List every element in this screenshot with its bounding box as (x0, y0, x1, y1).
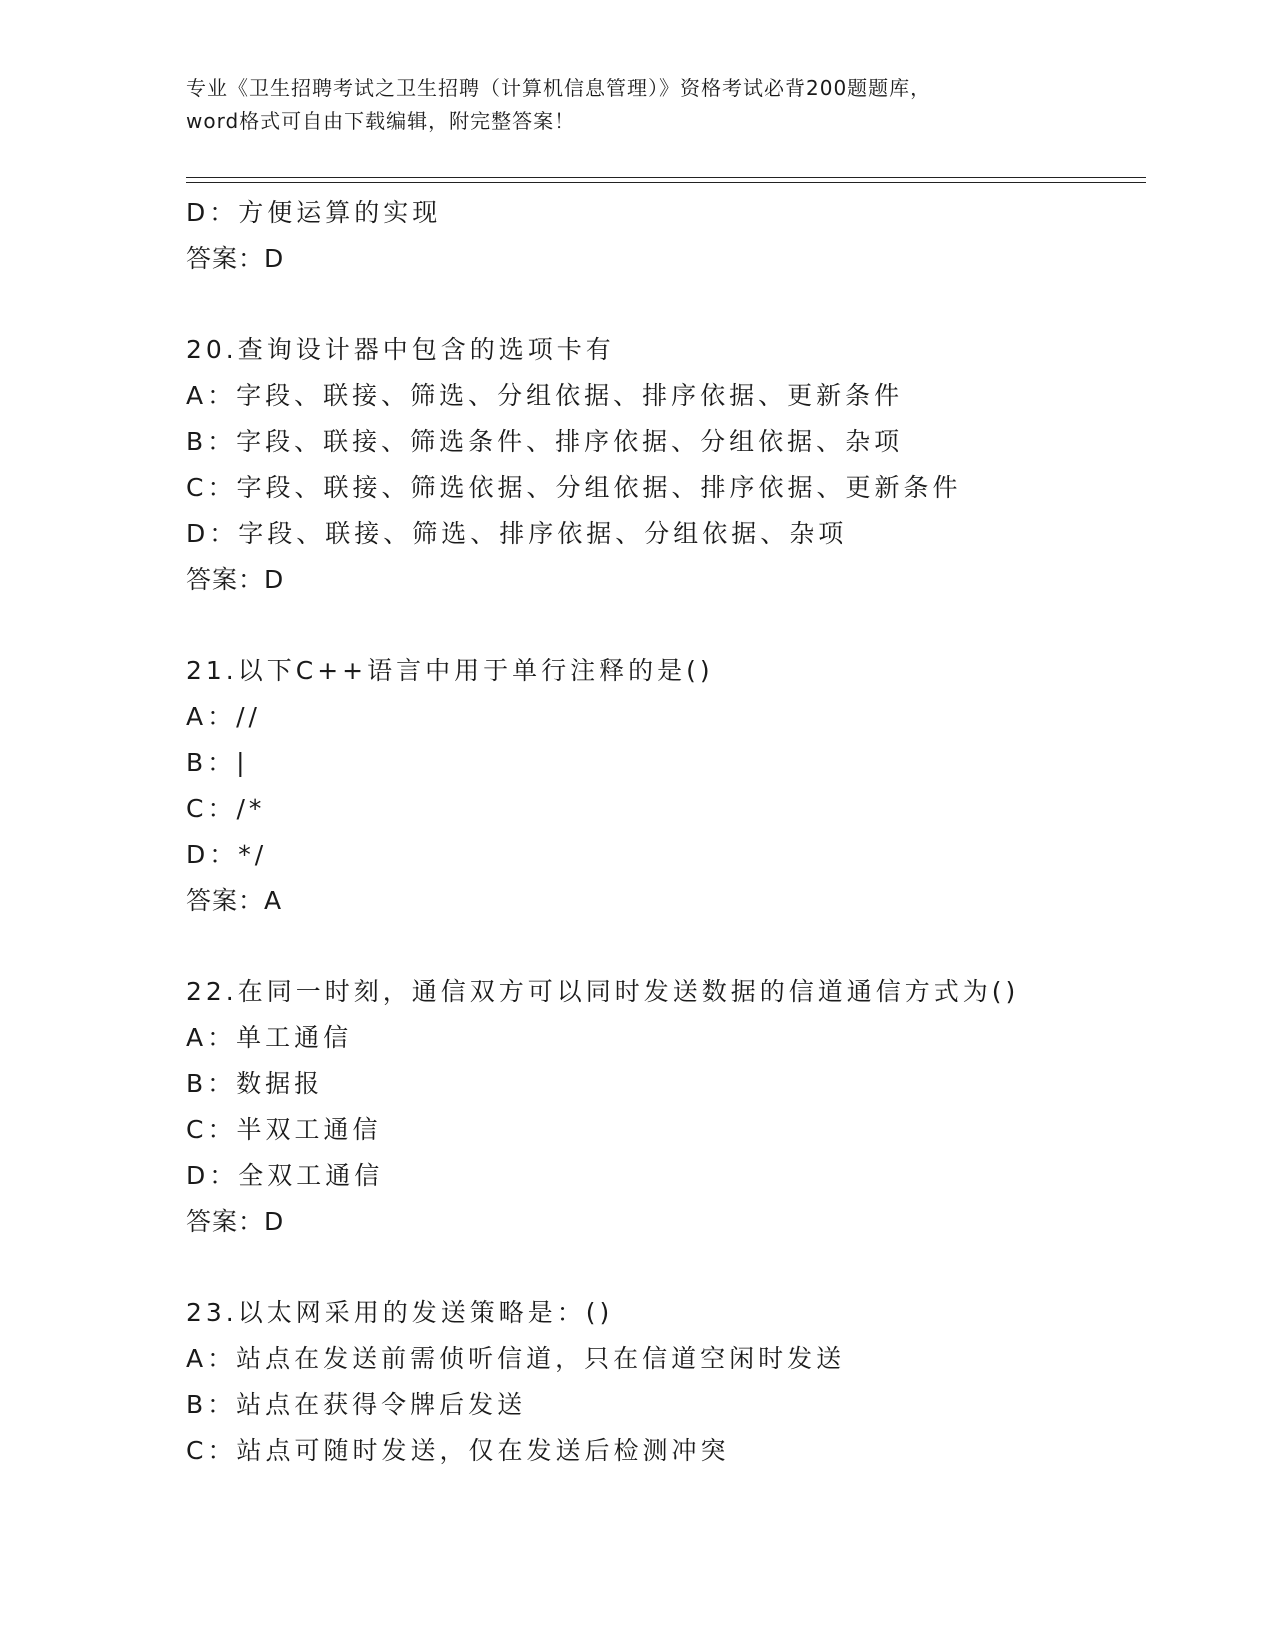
option-a: A：站点在发送前需侦听信道，只在信道空闲时发送 (186, 1344, 846, 1373)
option-c: C：站点可随时发送，仅在发送后检测冲突 (186, 1436, 730, 1465)
header-line-1: 专业《卫生招聘考试之卫生招聘（计算机信息管理）》资格考试必背200题题库， (186, 76, 932, 100)
document-header (186, 72, 1086, 138)
header-rule-bottom (186, 182, 1146, 183)
option-c: C：字段、联接、筛选依据、分组依据、排序依据、更新条件 (186, 473, 962, 502)
question-22 (186, 969, 1146, 1245)
option-a: A：// (186, 702, 261, 731)
question-stem: 22.在同一时刻，通信双方可以同时发送数据的信道通信方式为() (186, 977, 1020, 1006)
option-c: C：/* (186, 794, 266, 823)
question-stem: 21.以下C++语言中用于单行注释的是() (186, 656, 714, 685)
document-body (186, 190, 1146, 1474)
answer: 答案：D (186, 244, 285, 273)
header-line-2: word格式可自由下载编辑，附完整答案！ (186, 109, 576, 133)
option-b: B：数据报 (186, 1069, 324, 1098)
option-a: A：字段、联接、筛选、分组依据、排序依据、更新条件 (186, 381, 904, 410)
header-rule-top (186, 177, 1146, 178)
option-d: D：全双工通信 (186, 1161, 384, 1190)
question-23 (186, 1290, 1146, 1474)
option-d: D：*/ (186, 840, 268, 869)
option-b: B：| (186, 748, 249, 777)
option-d: D：字段、联接、筛选、排序依据、分组依据、杂项 (186, 519, 848, 548)
question-stem: 20.查询设计器中包含的选项卡有 (186, 335, 615, 364)
question-19-tail (186, 190, 1146, 282)
option-a: A：单工通信 (186, 1023, 353, 1052)
answer: 答案：D (186, 565, 285, 594)
answer: 答案：A (186, 886, 283, 915)
answer: 答案：D (186, 1207, 285, 1236)
option-b: B：站点在获得令牌后发送 (186, 1390, 527, 1419)
question-20 (186, 327, 1146, 603)
option-c: C：半双工通信 (186, 1115, 382, 1144)
option-b: B：字段、联接、筛选条件、排序依据、分组依据、杂项 (186, 427, 904, 456)
question-21 (186, 648, 1146, 924)
option-d: D：方便运算的实现 (186, 198, 442, 227)
question-stem: 23.以太网采用的发送策略是：() (186, 1298, 614, 1327)
